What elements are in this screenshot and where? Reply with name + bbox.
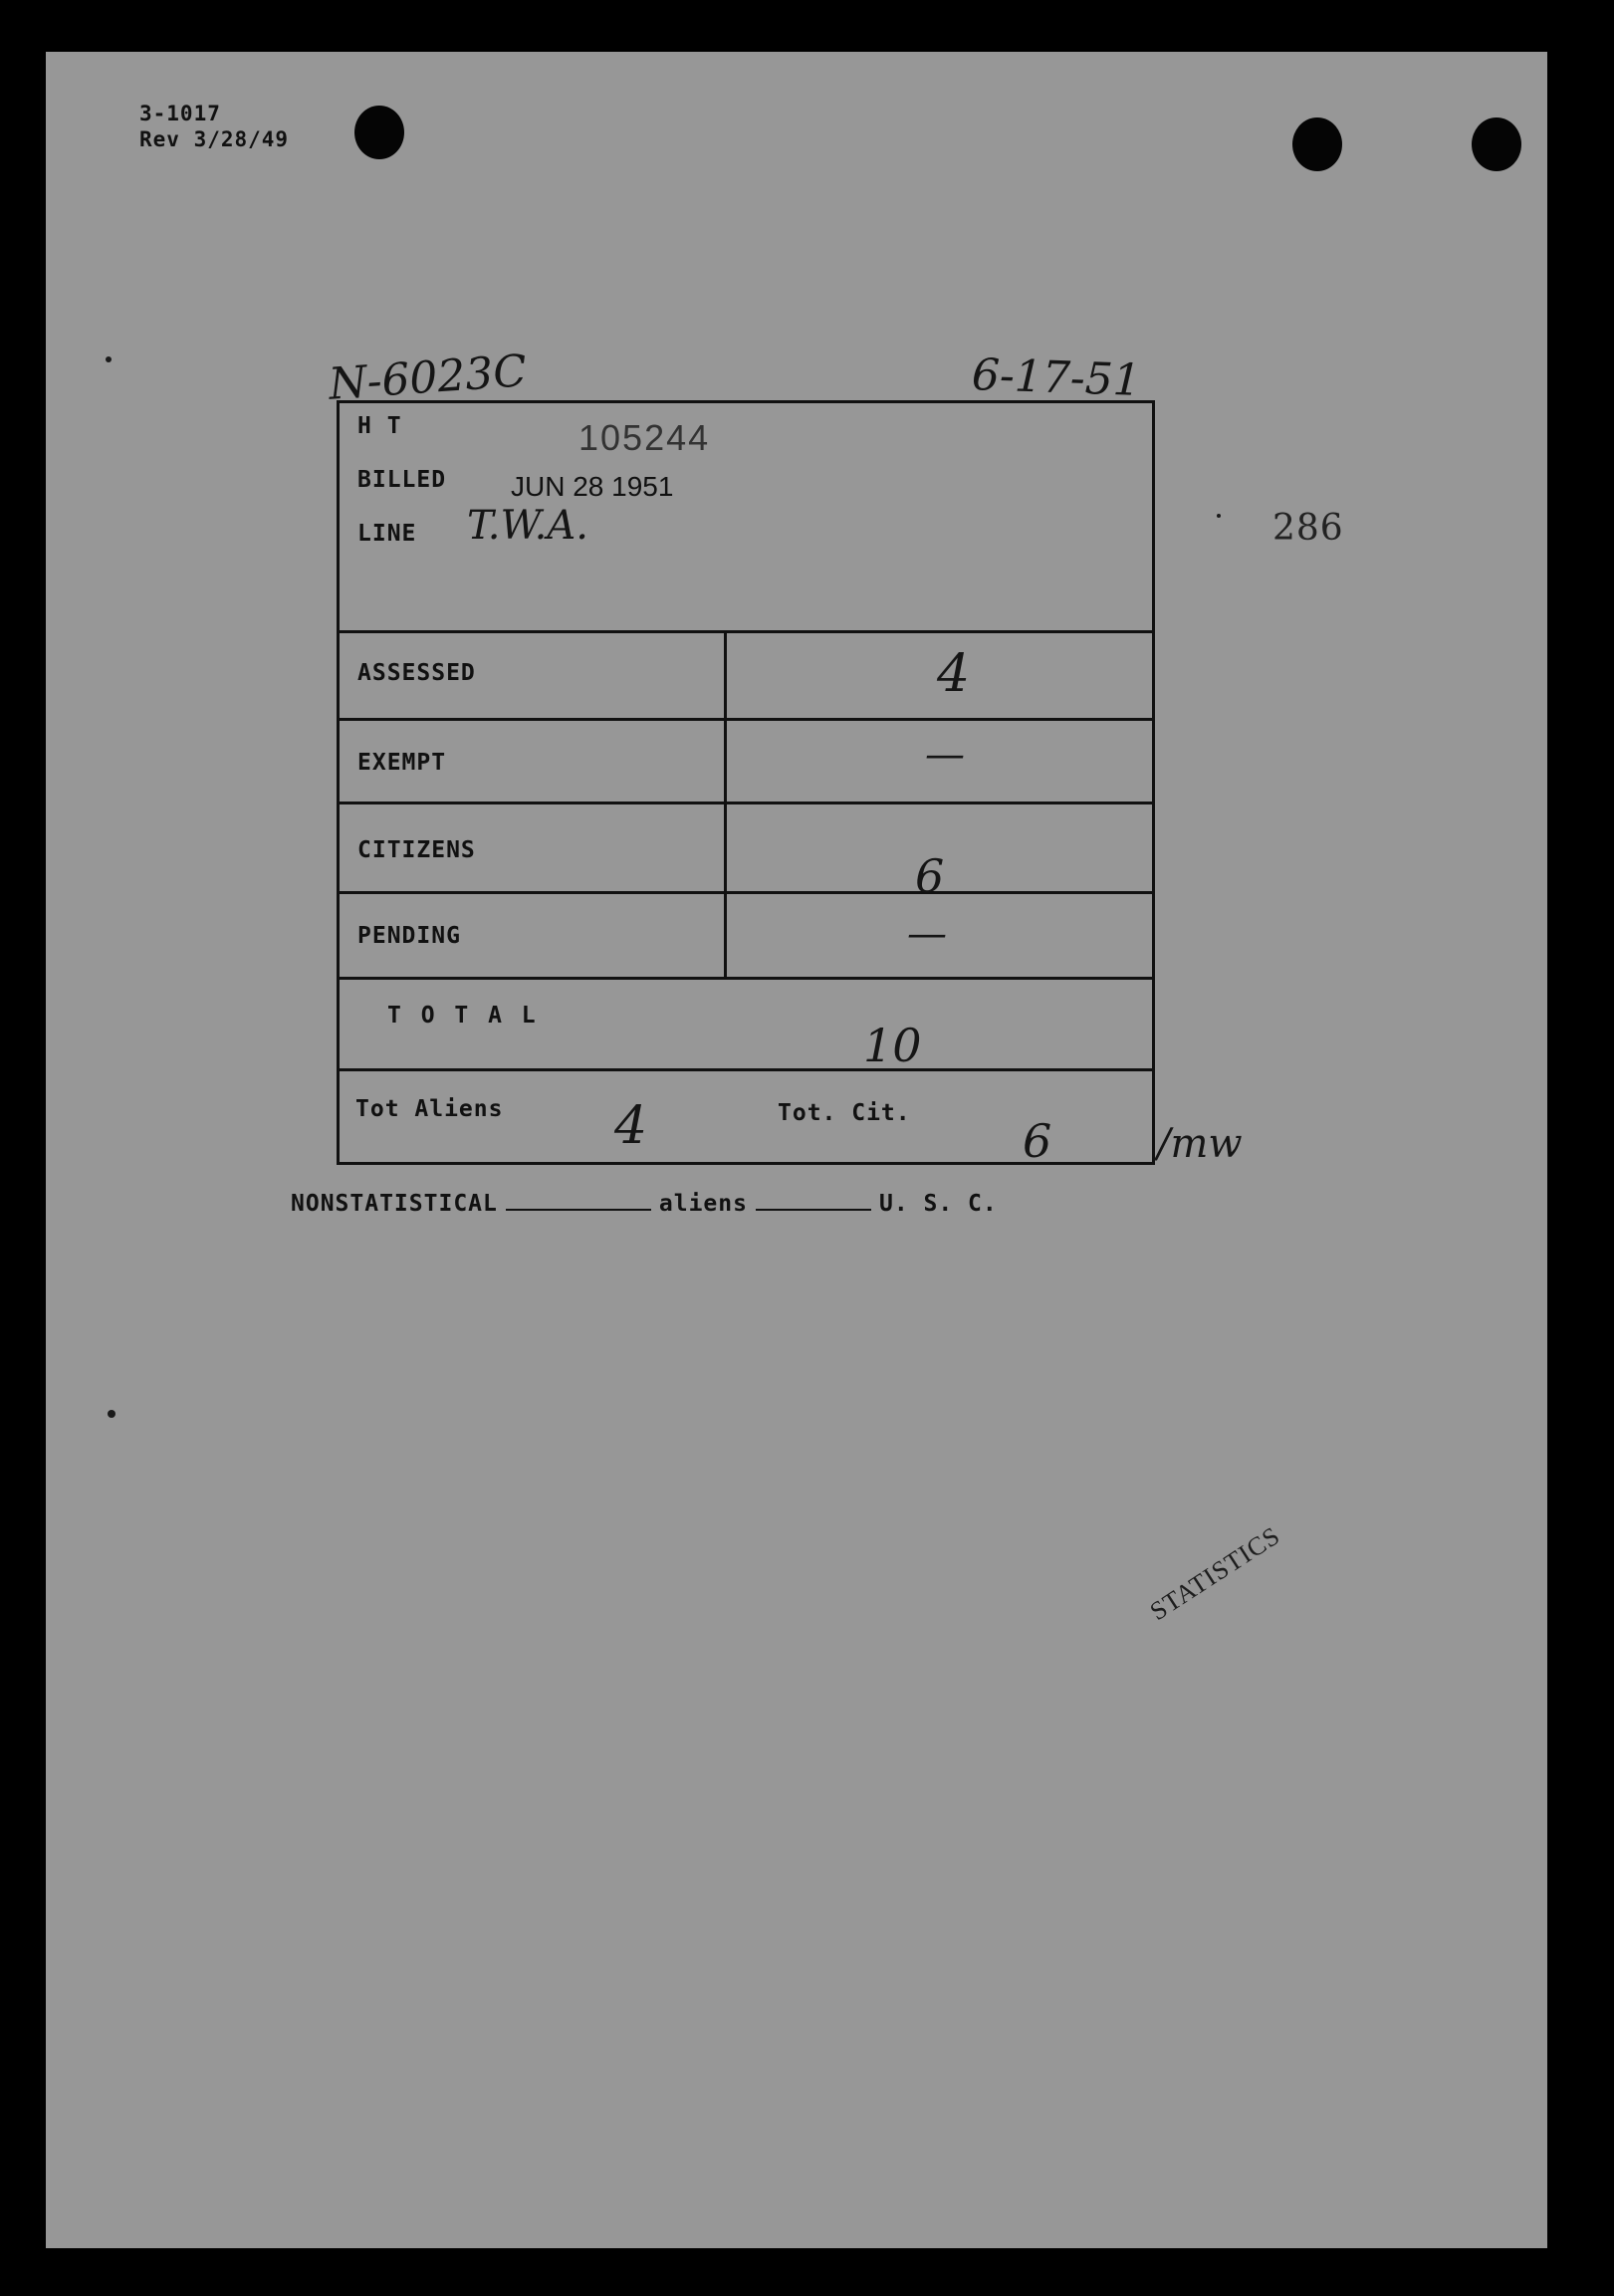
rule bbox=[340, 718, 1152, 721]
punch-hole-right-2 bbox=[1472, 117, 1521, 171]
pending-label: PENDING bbox=[357, 923, 461, 949]
form-revision: Rev 3/28/49 bbox=[139, 127, 290, 151]
total-aliens-label: Tot Aliens bbox=[355, 1096, 504, 1122]
aliens-blank bbox=[506, 1209, 651, 1211]
citizens-value: 6 bbox=[915, 849, 945, 903]
column-divider bbox=[724, 630, 727, 977]
aliens-label: aliens bbox=[658, 1191, 748, 1217]
punch-hole-right-1 bbox=[1292, 117, 1342, 171]
nonstatistical-line bbox=[291, 1191, 998, 1217]
total-label: T O T A L bbox=[387, 1003, 539, 1029]
total-value: 10 bbox=[863, 1019, 922, 1072]
total-aliens-value: 4 bbox=[614, 1096, 648, 1156]
rule bbox=[340, 802, 1152, 804]
ink-speck bbox=[108, 1410, 115, 1418]
handwritten-file-number: N-6023C bbox=[327, 345, 529, 410]
form-number: 3-1017 bbox=[139, 102, 221, 125]
billed-date-stamp: JUN 28 1951 bbox=[511, 471, 674, 502]
page-number: 286 bbox=[1272, 508, 1344, 549]
ink-speck bbox=[1217, 514, 1221, 518]
citizens-label: CITIZENS bbox=[357, 837, 476, 863]
usc-label: U. S. C. bbox=[878, 1191, 998, 1217]
exempt-label: EXEMPT bbox=[357, 750, 447, 776]
line-value-handwritten: T.W.A. bbox=[467, 503, 588, 549]
rule bbox=[340, 977, 1152, 980]
ink-speck bbox=[106, 356, 112, 362]
ht-number-stamp: 105244 bbox=[578, 417, 711, 458]
pending-value: — bbox=[907, 911, 947, 957]
assessed-value: 4 bbox=[937, 644, 971, 704]
total-citizens-value: 6 bbox=[1023, 1114, 1052, 1168]
nonstatistical-label: NONSTATISTICAL bbox=[291, 1191, 498, 1217]
punch-hole-left bbox=[354, 106, 404, 159]
total-citizens-label: Tot. Cit. bbox=[778, 1100, 911, 1126]
rule bbox=[340, 1068, 1152, 1071]
statistics-form bbox=[337, 400, 1155, 1168]
billed-label: BILLED bbox=[357, 467, 447, 493]
rule bbox=[340, 891, 1152, 894]
handwritten-date: 6-17-51 bbox=[971, 349, 1142, 406]
ht-label: H T bbox=[357, 413, 402, 439]
line-label: LINE bbox=[357, 521, 417, 547]
handwritten-initials: /mw bbox=[1157, 1121, 1243, 1167]
rule bbox=[340, 630, 1152, 633]
statistics-stamp: STATISTICS bbox=[1144, 1520, 1285, 1627]
exempt-value: — bbox=[925, 732, 965, 778]
usc-blank bbox=[756, 1209, 871, 1211]
assessed-label: ASSESSED bbox=[357, 660, 476, 686]
